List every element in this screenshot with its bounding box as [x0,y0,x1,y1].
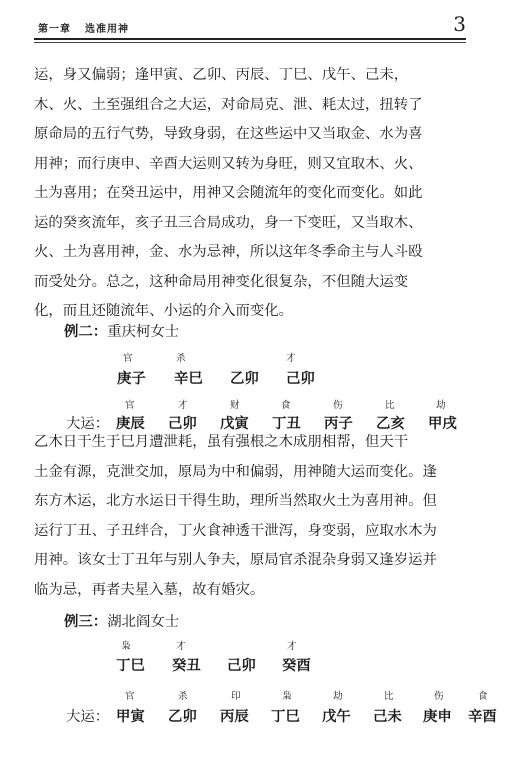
text-line: 土为喜用；在癸丑运中，用神又会随流年的变化而变化。如此 [34,185,423,201]
text-line: 土金有源，克泄交加，原局为中和偏弱，用神随大运而变化。逢 [34,463,437,480]
ten-god-label: 劫 [333,691,343,702]
paragraph-1 [34,61,470,327]
example-3-label: 例三： [64,613,108,630]
natal-pillar: 己卯 [286,370,315,387]
chapter-heading [38,20,129,35]
running-header [34,14,466,36]
example-3-heading [64,610,179,631]
natal-pillar: 癸酉 [282,657,311,674]
ten-god-label: 比 [384,691,394,702]
example-2-heading [64,320,179,341]
ten-god-label: 伤 [434,691,444,702]
example-3-subject: 湖北阎女士 [107,614,180,630]
luck-pillar: 丁丑 [272,415,301,432]
natal-pillar: 庚子 [117,370,146,387]
text-line: 原命局的五行气势，导致身弱，在这些运中又当取金、水为喜 [34,126,423,142]
ten-god-label: 伤 [333,400,343,411]
luck-pillar: 乙卯 [168,708,197,725]
luck-pillar: 辛酉 [468,708,497,725]
text-line: 火、土为喜用神，金、水为忌神，所以这年冬季命主与人斗殴 [34,244,423,260]
paragraph-2 [34,428,470,605]
ten-god-label: 杀 [176,353,186,364]
natal-pillar: 辛巳 [174,370,203,387]
ten-god-label: 枭 [282,691,292,702]
ten-god-label: 才 [178,400,188,411]
luck-pillar: 己卯 [168,415,197,432]
luck-pillar: 甲寅 [116,708,145,725]
luck-pillar: 甲戌 [428,415,457,432]
luck-pillar: 丙辰 [220,708,249,725]
chapter-number: 第一章 [38,24,71,35]
header-rule-thin [34,42,466,43]
text-line: 木、火、土至强组合之大运，对命局克、泄、耗太过，扭转了 [34,96,423,113]
ten-god-label: 食 [281,400,291,411]
ten-god-label: 官 [125,400,135,411]
ten-god-label: 比 [385,400,395,411]
luck-pillar: 己未 [373,708,402,725]
ten-god-label: 食 [478,691,488,702]
example-2-subject: 重庆柯女士 [107,324,180,340]
page-number: 3 [453,12,466,36]
ten-god-label: 劫 [436,400,446,411]
text-line: 乙木日干生于巳月遭泄耗，虽有强根之木成朋相帮，但天干 [34,434,409,450]
header-rule [34,38,466,40]
text-line: 而受处分。总之，这种命局用神变化很复杂，不但随大运变 [34,273,409,290]
ten-god-label: 官 [125,691,135,702]
ten-god-label: 才 [286,353,296,364]
ten-god-label: 财 [230,400,240,411]
text-line: 用神；而行庚申、辛酉大运则又转为身旺，则又宜取木、火、 [34,155,423,172]
luck-pillar: 丙子 [324,415,353,432]
luck-label: 大运： [66,416,110,432]
luck-pillar: 戊寅 [220,415,249,432]
luck-pillar: 庚申 [423,708,452,725]
luck-pillar: 丁巳 [271,708,300,725]
ten-god-label: 枭 [121,641,131,652]
luck-label: 大运： [66,709,110,725]
luck-pillar: 乙亥 [376,415,405,432]
example-2-label: 例二： [64,323,108,340]
natal-pillar: 丁巳 [116,657,145,674]
ten-god-label: 才 [287,641,297,652]
text-line: 东方木运，北方水运日干得生助，理所当然取火土为喜用神。但 [34,493,437,509]
text-line: 运的癸亥流年，亥子丑三合局成功，身一下变旺，又当取木、 [34,214,423,231]
ten-god-label: 杀 [178,691,188,702]
text-line: 运行丁丑、子丑绊合，丁火食神透干泄泻，身变弱，应取水木为 [34,522,437,539]
luck-pillar: 庚辰 [116,415,145,432]
luck-pillar: 戊午 [322,708,351,725]
ten-god-label: 印 [231,691,241,702]
natal-pillar: 乙卯 [230,370,259,387]
text-line: 临为忌，再者夫星入墓，故有婚灾。 [34,581,265,598]
text-line: 用神。该女士丁丑年与别人争夫，原局官杀混杂身弱又逢岁运并 [34,552,437,568]
chapter-title: 选准用神 [85,24,129,35]
ten-god-label: 才 [176,641,186,652]
text-line: 化，而且还随流年、小运的介入而变化。 [34,303,294,319]
natal-pillar: 癸丑 [172,657,201,674]
natal-pillar: 己卯 [227,657,256,674]
ten-god-label: 官 [123,353,133,364]
text-line: 运，身又偏弱；逢甲寅、乙卯、丙辰、丁巳、戊午、己未， [34,67,409,83]
